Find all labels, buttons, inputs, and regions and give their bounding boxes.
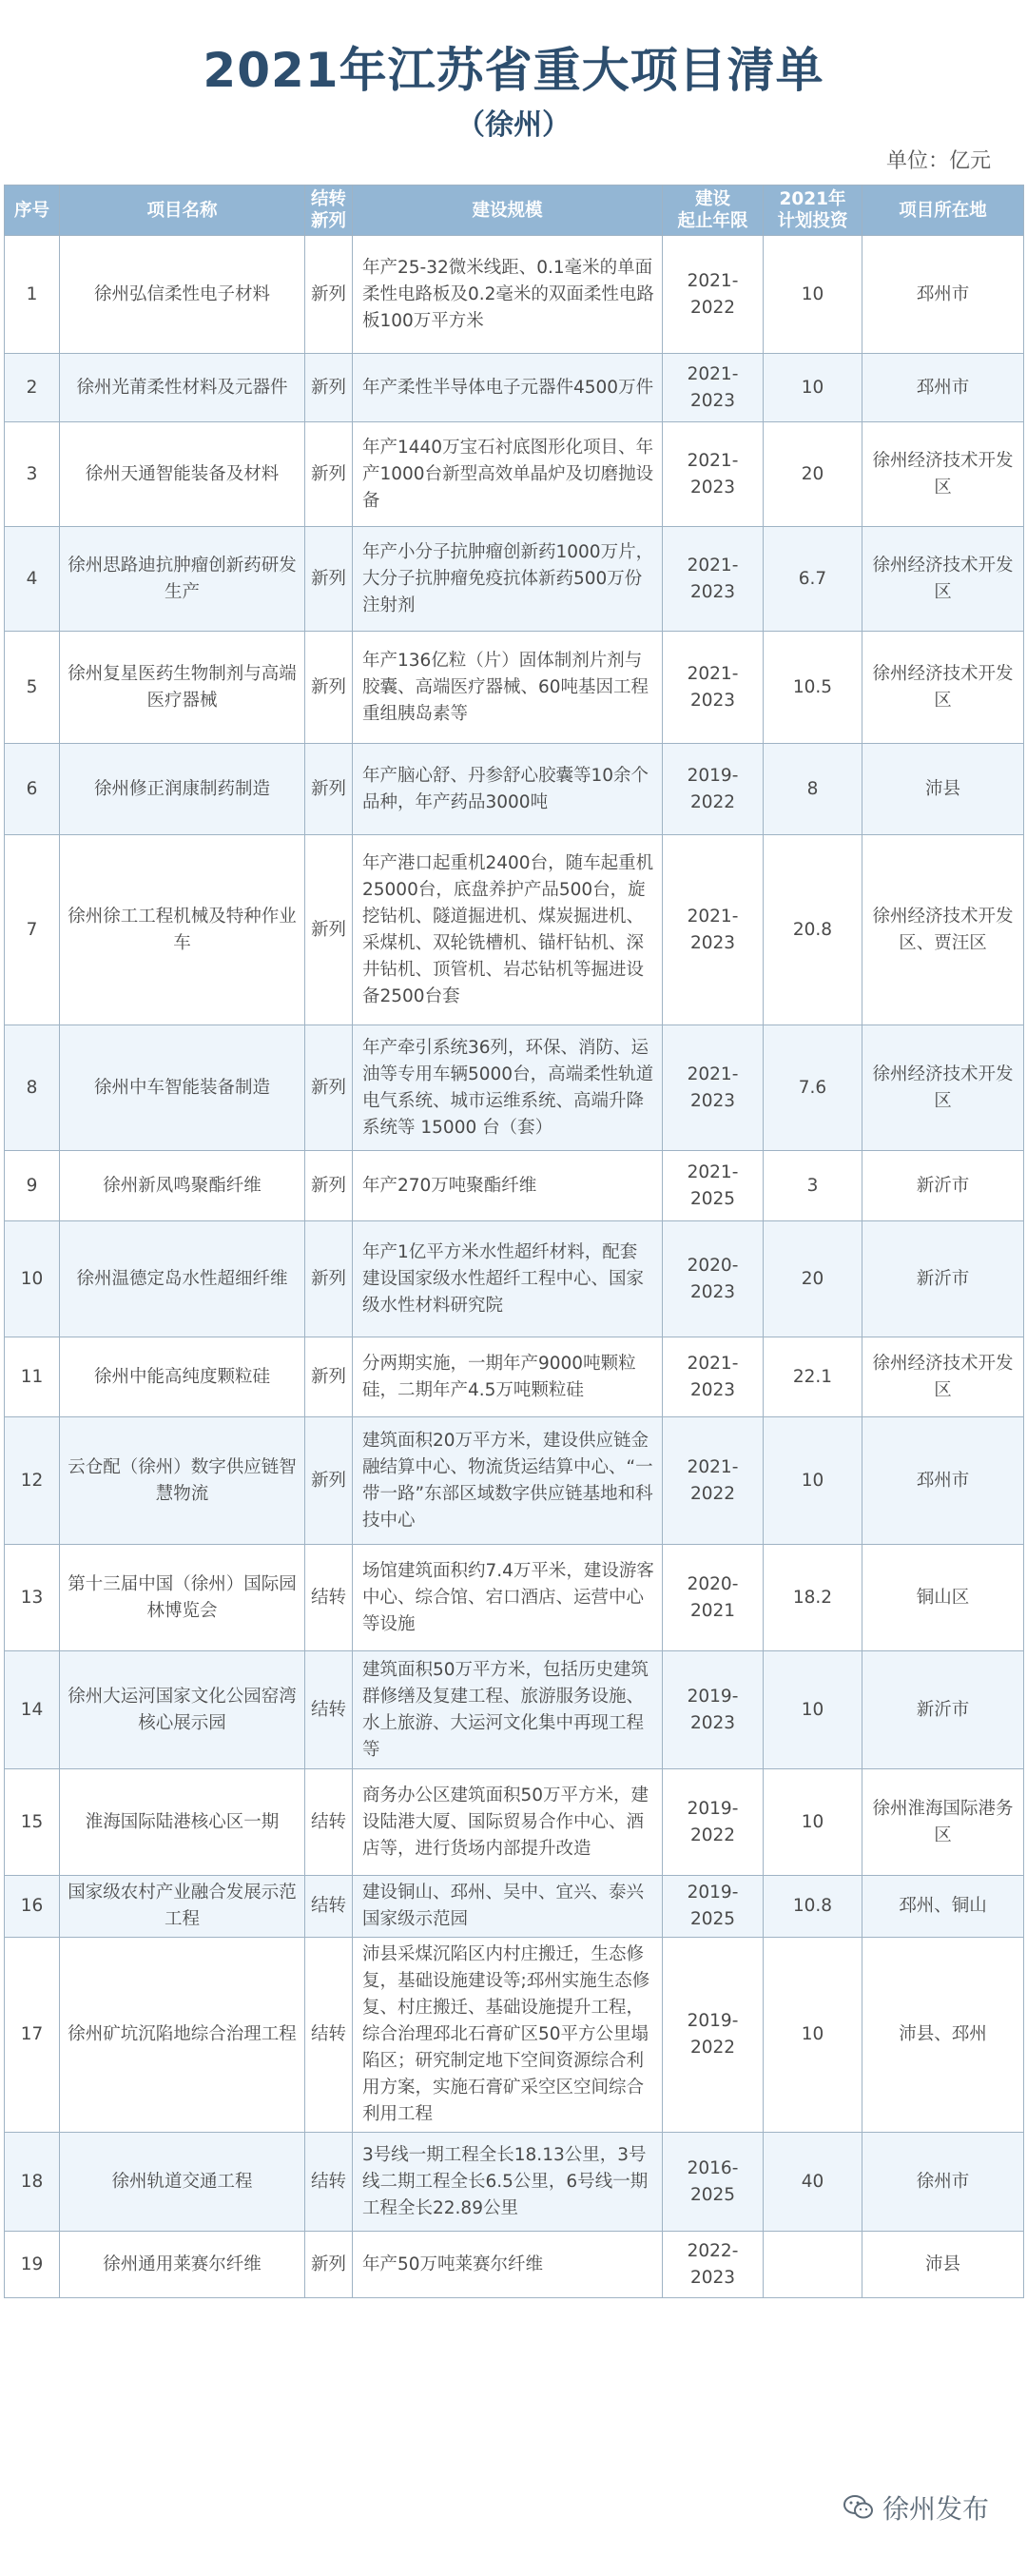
cell-location: 徐州淮海国际港务区 <box>862 1769 1024 1876</box>
cell-seq: 7 <box>5 835 60 1025</box>
cell-period: 2021-2022 <box>663 1417 764 1545</box>
cell-location: 徐州经济技术开发区 <box>862 1025 1024 1151</box>
cell-type: 新列 <box>305 1337 353 1417</box>
cell-period: 2021-2023 <box>663 354 764 422</box>
table-row <box>5 422 1024 527</box>
table-row <box>5 236 1024 354</box>
cell-period: 2019-2025 <box>663 1876 764 1938</box>
table-row <box>5 2133 1024 2232</box>
cell-seq: 3 <box>5 422 60 527</box>
table-row <box>5 1151 1024 1221</box>
cell-location: 沛县 <box>862 744 1024 835</box>
cell-location: 徐州经济技术开发区、贾汪区 <box>862 835 1024 1025</box>
cell-period: 2019-2022 <box>663 1769 764 1876</box>
unit-label: 单位：亿元 <box>885 149 991 173</box>
cell-name: 徐州温德定岛水性超细纤维 <box>60 1221 305 1337</box>
cell-name: 徐州中车智能装备制造 <box>60 1025 305 1151</box>
cell-name: 徐州轨道交通工程 <box>60 2133 305 2232</box>
cell-period: 2021-2023 <box>663 632 764 744</box>
cell-seq: 13 <box>5 1545 60 1651</box>
cell-seq: 4 <box>5 527 60 632</box>
cell-period: 2021-2023 <box>663 527 764 632</box>
cell-type: 结转 <box>305 1769 353 1876</box>
table-row <box>5 1025 1024 1151</box>
cell-invest: 40 <box>764 2133 862 2232</box>
cell-seq: 12 <box>5 1417 60 1545</box>
table-row <box>5 1417 1024 1545</box>
cell-name: 徐州复星医药生物制剂与高端医疗器械 <box>60 632 305 744</box>
cell-type: 新列 <box>305 527 353 632</box>
cell-location: 沛县 <box>862 2232 1024 2298</box>
cell-type: 结转 <box>305 2133 353 2232</box>
cell-invest: 18.2 <box>764 1545 862 1651</box>
cell-period: 2021-2023 <box>663 422 764 527</box>
cell-invest: 8 <box>764 744 862 835</box>
cell-name: 徐州思路迪抗肿瘤创新药研发生产 <box>60 527 305 632</box>
cell-seq: 6 <box>5 744 60 835</box>
cell-seq: 1 <box>5 236 60 354</box>
cell-invest: 10 <box>764 1769 862 1876</box>
project-table <box>4 185 1024 2298</box>
cell-seq: 2 <box>5 354 60 422</box>
cell-type: 新列 <box>305 1151 353 1221</box>
table-row <box>5 527 1024 632</box>
header-type: 结转 新列 <box>305 185 353 236</box>
watermark <box>843 2488 989 2527</box>
table-row <box>5 1651 1024 1769</box>
cell-name: 徐州大运河国家文化公园窑湾核心展示园 <box>60 1651 305 1769</box>
wechat-logo-icon <box>843 2493 875 2522</box>
table-row <box>5 632 1024 744</box>
cell-name: 徐州徐工工程机械及特种作业车 <box>60 835 305 1025</box>
table-row <box>5 744 1024 835</box>
cell-location: 邳州、铜山 <box>862 1876 1024 1938</box>
cell-scale: 年产50万吨莱赛尔纤维 <box>353 2232 663 2298</box>
table-row <box>5 1769 1024 1876</box>
cell-name: 徐州修正润康制药制造 <box>60 744 305 835</box>
cell-location: 新沂市 <box>862 1221 1024 1337</box>
cell-period: 2021-2023 <box>663 1025 764 1151</box>
cell-location: 铜山区 <box>862 1545 1024 1651</box>
cell-period: 2021-2023 <box>663 835 764 1025</box>
cell-invest: 10 <box>764 354 862 422</box>
cell-name: 国家级农村产业融合发展示范工程 <box>60 1876 305 1938</box>
cell-seq: 18 <box>5 2133 60 2232</box>
cell-seq: 19 <box>5 2232 60 2298</box>
cell-type: 新列 <box>305 1417 353 1545</box>
cell-type: 新列 <box>305 2232 353 2298</box>
cell-period: 2022-2023 <box>663 2232 764 2298</box>
cell-name: 徐州通用莱赛尔纤维 <box>60 2232 305 2298</box>
header-period: 建设 起止年限 <box>663 185 764 236</box>
header-seq: 序号 <box>5 185 60 236</box>
cell-scale: 商务办公区建筑面积50万平方米，建设陆港大厦、国际贸易合作中心、酒店等，进行货场内部提升改造 <box>353 1769 663 1876</box>
table-row <box>5 835 1024 1025</box>
cell-name: 徐州弘信柔性电子材料 <box>60 236 305 354</box>
cell-scale: 年产牵引系统36列，环保、消防、运油等专用车辆5000台，高端柔性轨道电气系统、城市运维系统、高端升降系统等 15000 台（套） <box>353 1025 663 1151</box>
cell-seq: 14 <box>5 1651 60 1769</box>
cell-invest <box>764 2232 862 2298</box>
cell-type: 新列 <box>305 422 353 527</box>
cell-period: 2020-2023 <box>663 1221 764 1337</box>
cell-name: 徐州天通智能装备及材料 <box>60 422 305 527</box>
table-row <box>5 1545 1024 1651</box>
cell-name: 云仓配（徐州）数字供应链智慧物流 <box>60 1417 305 1545</box>
cell-location: 徐州市 <box>862 2133 1024 2232</box>
cell-scale: 3号线一期工程全长18.13公里，3号线二期工程全长6.5公里，6号线一期工程全长22.89公里 <box>353 2133 663 2232</box>
cell-type: 新列 <box>305 236 353 354</box>
table-row <box>5 2232 1024 2298</box>
cell-scale: 年产136亿粒（片）固体制剂片剂与胶囊、高端医疗器械、60吨基因工程重组胰岛素等 <box>353 632 663 744</box>
cell-type: 结转 <box>305 1651 353 1769</box>
cell-location: 新沂市 <box>862 1651 1024 1769</box>
cell-type: 新列 <box>305 1221 353 1337</box>
cell-seq: 10 <box>5 1221 60 1337</box>
cell-location: 新沂市 <box>862 1151 1024 1221</box>
cell-location: 邳州市 <box>862 236 1024 354</box>
table-row <box>5 354 1024 422</box>
header-name: 项目名称 <box>60 185 305 236</box>
cell-type: 结转 <box>305 1545 353 1651</box>
cell-type: 新列 <box>305 744 353 835</box>
document-title: 2021年江苏省重大项目清单 <box>203 43 824 98</box>
cell-location: 邳州市 <box>862 354 1024 422</box>
cell-period: 2019-2023 <box>663 1651 764 1769</box>
cell-name: 徐州中能高纯度颗粒硅 <box>60 1337 305 1417</box>
cell-period: 2016-2025 <box>663 2133 764 2232</box>
cell-scale: 年产270万吨聚酯纤维 <box>353 1151 663 1221</box>
cell-scale: 年产1440万宝石衬底图形化项目、年产1000台新型高效单晶炉及切磨抛设备 <box>353 422 663 527</box>
cell-name: 徐州光莆柔性材料及元器件 <box>60 354 305 422</box>
cell-type: 新列 <box>305 632 353 744</box>
cell-seq: 11 <box>5 1337 60 1417</box>
cell-seq: 17 <box>5 1938 60 2133</box>
cell-name: 淮海国际陆港核心区一期 <box>60 1769 305 1876</box>
cell-invest: 20.8 <box>764 835 862 1025</box>
cell-seq: 8 <box>5 1025 60 1151</box>
table-row <box>5 1337 1024 1417</box>
watermark-text: 徐州发布 <box>882 2493 989 2525</box>
cell-scale: 年产25-32微米线距、0.1毫米的单面柔性电路板及0.2毫米的双面柔性电路板100万平方米 <box>353 236 663 354</box>
cell-invest: 10 <box>764 236 862 354</box>
cell-seq: 16 <box>5 1876 60 1938</box>
document-subtitle: （徐州） <box>456 108 571 142</box>
cell-type: 新列 <box>305 1025 353 1151</box>
cell-location: 徐州经济技术开发区 <box>862 422 1024 527</box>
cell-name: 徐州新凤鸣聚酯纤维 <box>60 1151 305 1221</box>
cell-scale: 建设铜山、邳州、吴中、宜兴、泰兴国家级示范园 <box>353 1876 663 1938</box>
cell-scale: 沛县采煤沉陷区内村庄搬迁，生态修复，基础设施建设等;邳州实施生态修复、村庄搬迁、基础设施提升工程，综合治理邳北石膏矿区50平方公里塌陷区；研究制定地下空间资源综合利用方案，实施石膏矿采空区空间综合利用工程 <box>353 1938 663 2133</box>
cell-invest: 6.7 <box>764 527 862 632</box>
cell-invest: 10 <box>764 1938 862 2133</box>
cell-period: 2019-2022 <box>663 744 764 835</box>
cell-type: 结转 <box>305 1938 353 2133</box>
cell-seq: 15 <box>5 1769 60 1876</box>
cell-invest: 22.1 <box>764 1337 862 1417</box>
cell-seq: 9 <box>5 1151 60 1221</box>
cell-scale: 年产1亿平方米水性超纤材料，配套建设国家级水性超纤工程中心、国家级水性材料研究院 <box>353 1221 663 1337</box>
header-invest: 2021年 计划投资 <box>764 185 862 236</box>
cell-location: 徐州经济技术开发区 <box>862 632 1024 744</box>
cell-period: 2021-2025 <box>663 1151 764 1221</box>
cell-invest: 10.5 <box>764 632 862 744</box>
cell-invest: 10 <box>764 1417 862 1545</box>
cell-invest: 10 <box>764 1651 862 1769</box>
cell-invest: 10.8 <box>764 1876 862 1938</box>
cell-period: 2019-2022 <box>663 1938 764 2133</box>
cell-period: 2021-2023 <box>663 1337 764 1417</box>
cell-name: 徐州矿坑沉陷地综合治理工程 <box>60 1938 305 2133</box>
cell-scale: 年产脑心舒、丹参舒心胶囊等10余个品种，年产药品3000吨 <box>353 744 663 835</box>
header-scale: 建设规模 <box>353 185 663 236</box>
cell-type: 新列 <box>305 354 353 422</box>
cell-scale: 年产港口起重机2400台，随车起重机25000台，底盘养护产品500台，旋挖钻机、隧道掘进机、煤炭掘进机、采煤机、双轮铣槽机、锚杆钻机、深井钻机、顶管机、岩芯钻机等掘进设备2500台套 <box>353 835 663 1025</box>
cell-scale: 年产柔性半导体电子元器件4500万件 <box>353 354 663 422</box>
cell-scale: 分两期实施，一期年产9000吨颗粒硅，二期年产4.5万吨颗粒硅 <box>353 1337 663 1417</box>
cell-scale: 场馆建筑面积约7.4万平米，建设游客中心、综合馆、宕口酒店、运营中心等设施 <box>353 1545 663 1651</box>
table-header-row <box>5 185 1024 236</box>
cell-location: 徐州经济技术开发区 <box>862 1337 1024 1417</box>
cell-invest: 20 <box>764 1221 862 1337</box>
table-row <box>5 1876 1024 1938</box>
cell-invest: 3 <box>764 1151 862 1221</box>
cell-location: 徐州经济技术开发区 <box>862 527 1024 632</box>
cell-type: 结转 <box>305 1876 353 1938</box>
cell-period: 2020-2021 <box>663 1545 764 1651</box>
cell-seq: 5 <box>5 632 60 744</box>
cell-period: 2021-2022 <box>663 236 764 354</box>
table-row <box>5 1938 1024 2133</box>
cell-name: 第十三届中国（徐州）国际园林博览会 <box>60 1545 305 1651</box>
cell-location: 邳州市 <box>862 1417 1024 1545</box>
cell-location: 沛县、邳州 <box>862 1938 1024 2133</box>
table-row <box>5 1221 1024 1337</box>
cell-type: 新列 <box>305 835 353 1025</box>
cell-invest: 20 <box>764 422 862 527</box>
cell-invest: 7.6 <box>764 1025 862 1151</box>
cell-scale: 年产小分子抗肿瘤创新药1000万片，大分子抗肿瘤免疫抗体新药500万份注射剂 <box>353 527 663 632</box>
cell-scale: 建筑面积20万平方米，建设供应链金融结算中心、物流货运结算中心、“一带一路”东部区域数字供应链基地和科技中心 <box>353 1417 663 1545</box>
cell-scale: 建筑面积50万平方米，包括历史建筑群修缮及复建工程、旅游服务设施、水上旅游、大运河文化集中再现工程等 <box>353 1651 663 1769</box>
header-location: 项目所在地 <box>862 185 1024 236</box>
